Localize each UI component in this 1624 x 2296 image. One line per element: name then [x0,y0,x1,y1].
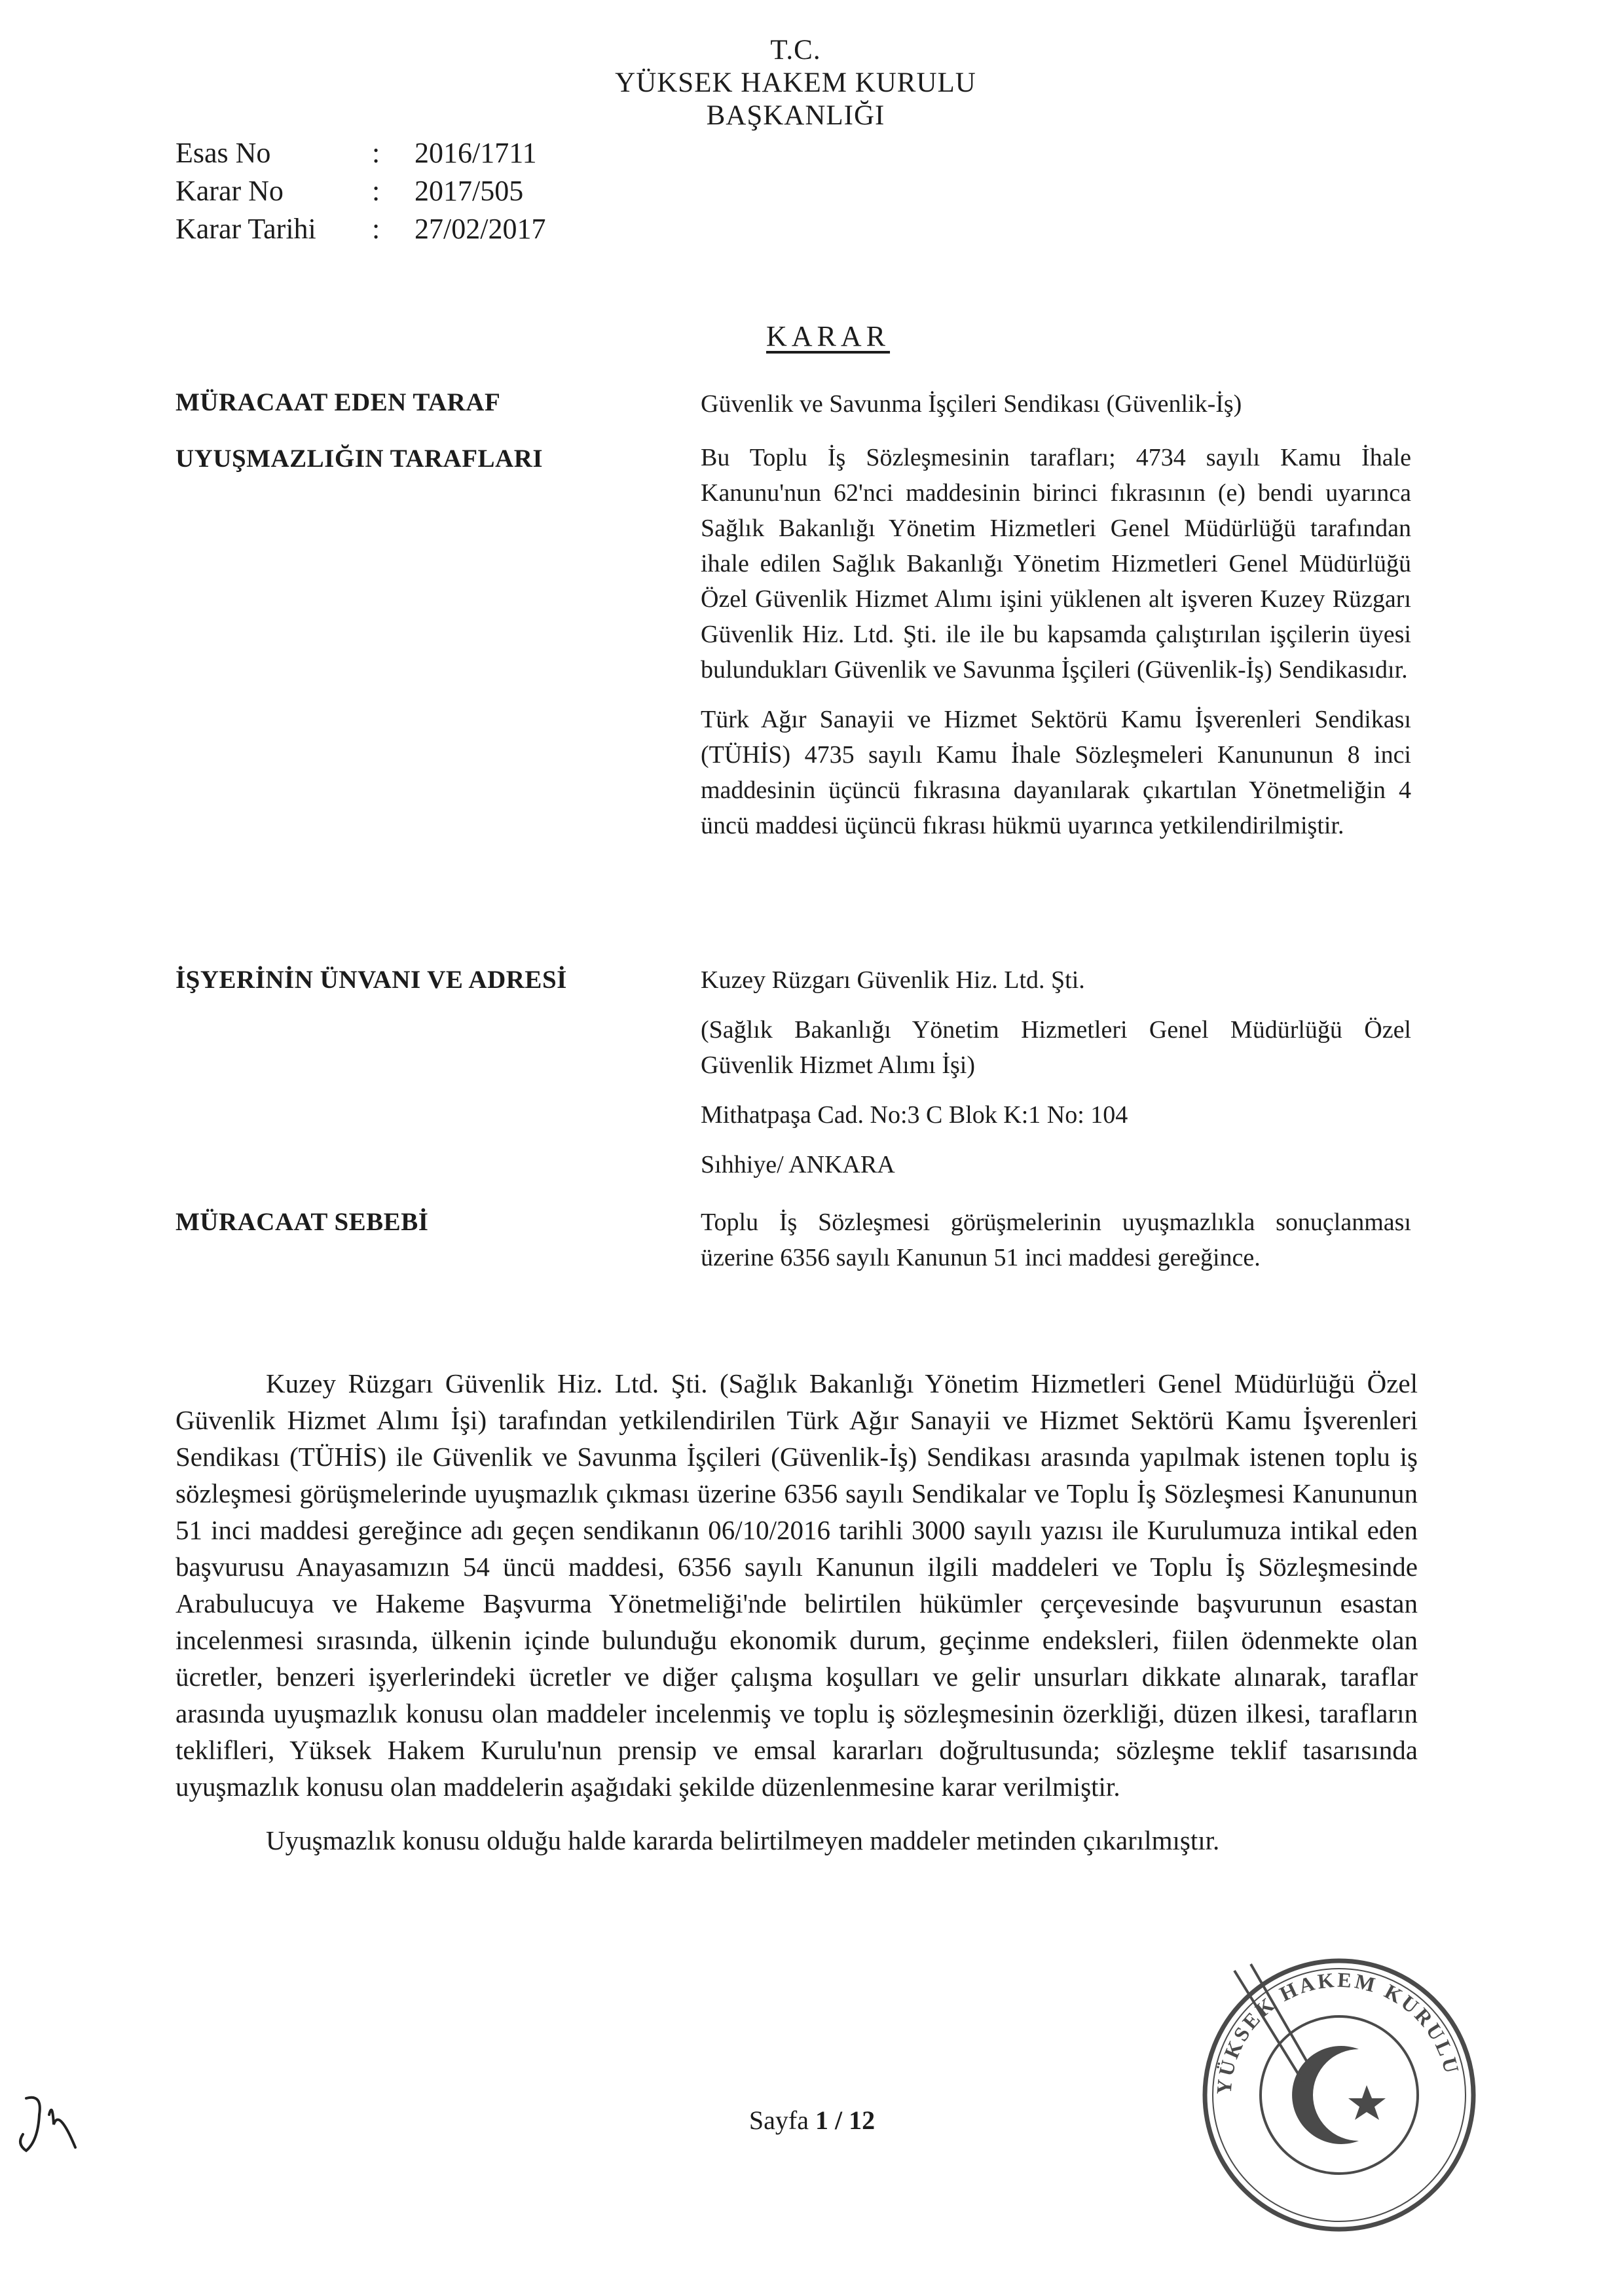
header-kurul: YÜKSEK HAKEM KURULU [615,67,976,98]
taraflar-label: UYUŞMAZLIĞIN TARAFLARI [175,445,544,473]
handwritten-initials [13,2088,85,2167]
isyeri-value [701,962,1411,1182]
header-tc: T.C. [770,35,821,65]
decision-body [175,1365,1418,1859]
svg-text:YÜKSEK HAKEM KURULU [1212,1968,1465,2096]
official-stamp [1195,1951,1483,2239]
page-word: Sayfa [748,2105,809,2135]
isyeri-label: İŞYERİNİN ÜNVANI VE ADRESİ [175,966,567,994]
document-title: KARAR [766,320,891,352]
institution-header [557,34,1035,132]
isyeri-address-line-2: Sıhhiye/ ANKARA [701,1151,895,1178]
muracaat-value [701,386,1411,422]
body-paragraph-2: Uyuşmazlık konusu olduğu halde kararda belirtilmeyen maddeler metinden çıkarılmıştır. [266,1825,1220,1855]
taraflar-value [701,440,1411,843]
tarih-label: Karar Tarihi [175,213,316,245]
muracaat-text: Güvenlik ve Savunma İşçileri Sendikası (Güvenlik-İş) [701,390,1242,418]
colon: : [372,175,380,207]
page-number: 1 / 12 [815,2105,876,2135]
sebep-value [701,1205,1411,1275]
case-meta [175,134,545,248]
sebep-text: Toplu İş Sözleşmesi görüşmelerinin uyuşmazlıkla sonuçlanması üzerine 6356 sayılı Kanunun 51 inci maddesi gereğince. [701,1209,1411,1271]
sebep-label: MÜRACAAT SEBEBİ [175,1208,429,1236]
colon: : [372,137,380,169]
esas-row [175,134,545,172]
karar-label: Karar No [175,175,284,207]
colon: : [372,213,380,245]
isyeri-description: (Sağlık Bakanlığı Yönetim Hizmetleri Genel Müdürlüğü Özel Güvenlik Hizmet Alımı İşi) [701,1016,1411,1079]
taraflar-paragraph-2: Türk Ağır Sanayii ve Hizmet Sektörü Kamu İşverenleri Sendikası (TÜHİS) 4735 sayılı Kamu İhale Sözleşmeleri Kanununun 8 inci maddesinin üçüncü fıkrasına dayanılarak çıkartılan Yönetmeliğin 4 üncü maddesi üçüncü fıkrası hükmü uyarınca yetkilendirilmiştir. [701,706,1411,839]
tarih-value: 27/02/2017 [415,213,546,245]
esas-value: 2016/1711 [415,137,537,169]
taraflar-paragraph-1: Bu Toplu İş Sözleşmesinin tarafları; 4734 sayılı Kamu İhale Kanunu'nun 62'nci maddesinin birinci fıkrasının (e) bendi uyarınca Sağlık Bakanlığı Yönetim Hizmetleri Genel Müdürlüğü tarafından ihale edilen Sağlık Bakanlığı Yönetim Hizmetleri Genel Müdürlüğü Özel Güvenlik Hizmet Alımı işini yüklenen alt işveren Kuzey Rüzgarı Güvenlik Hiz. Ltd. Şti. ile ile bu kapsamda çalıştırılan işçilerin üyesi bulundukları Güvenlik ve Savunma İşçileri (Güvenlik-İş) Sendikasıdır. [701,444,1411,683]
body-paragraph-1: Kuzey Rüzgarı Güvenlik Hiz. Ltd. Şti. (Sağlık Bakanlığı Yönetim Hizmetleri Genel Müdürlüğü Özel Güvenlik Hizmet Alımı İşi) tarafından yetkilendirilen Türk Ağır Sanayii ve Hizmet Sektörü Kamu İşverenleri Sendikası (TÜHİS) ile Güvenlik ve Savunma İşçileri (Güvenlik-İş) Sendikası arasında yapılmak istenen toplu iş sözleşmesi görüşmelerinde uyuşmazlık çıkması üzerine 6356 sayılı Sendikalar ve Toplu İş Sözleşmesi Kanununun 51 inci maddesi gereğince adı geçen sendikanın 06/10/2016 tarihli 3000 sayılı yazısı ile Kurulumuza intikal eden başvurusu Anayasamızın 54 üncü maddesi, 6356 sayılı Kanunun ilgili maddeleri ve Toplu İş Sözleşmesinde Arabulucuya ve Hakeme Başvurma Yönetmeliği'nde belirtilen hükümler çerçevesinde başvurunun esastan incelenmesi sırasında, ülkenin içinde bulunduğu ekonomik durum, geçinme endeksleri, fiilen ödenmekte olan ücretler, benzeri işyerlerindeki ücretler ve diğer çalışma koşulları ve gelir unsurları dikkate alınarak, taraflar arasında uyuşmazlık konusu olan maddeler incelenmiş ve toplu iş sözleşmesinin özerkliği, düzen ilkesi, tarafların teklifleri, Yüksek Hakem Kurulu'nun prensip ve emsal kararları doğrultusunda; sözleşme teklif tasarısında uyuşmazlık konusu olan maddelerin aşağıdaki şekilde düzenlenmesine karar verilmiştir. [175,1368,1418,1802]
isyeri-name: Kuzey Rüzgarı Güvenlik Hiz. Ltd. Şti. [701,966,1085,994]
muracaat-label: MÜRACAAT EDEN TARAF [175,388,501,416]
stamp-text: YÜKSEK HAKEM KURULU [1211,1967,1465,2096]
karar-value: 2017/505 [415,175,524,207]
isyeri-address-line-1: Mithatpaşa Cad. No:3 C Blok K:1 No: 104 [701,1101,1128,1129]
karar-row [175,172,545,210]
tarih-row [175,210,545,248]
header-baskanlik: BAŞKANLIĞI [706,100,885,131]
esas-label: Esas No [175,137,271,169]
